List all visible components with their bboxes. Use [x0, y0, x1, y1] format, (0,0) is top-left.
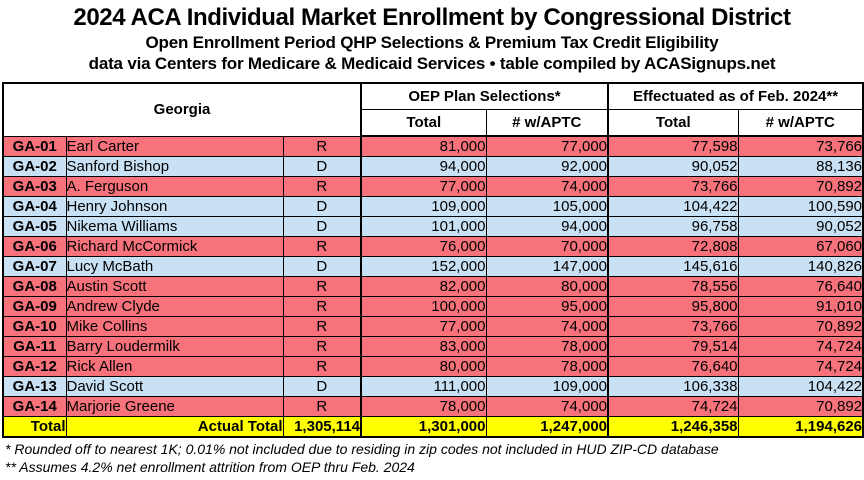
representative-name-cell: Andrew Clyde [66, 296, 283, 316]
district-cell: GA-06 [3, 236, 66, 256]
district-row-ga-07 [3, 256, 863, 276]
effectuated-aptc-header: # w/APTC [738, 110, 863, 137]
district-row-ga-09 [3, 296, 863, 316]
representative-name-cell: David Scott [66, 376, 283, 396]
oep-aptc-cell: 78,000 [486, 356, 608, 376]
district-row-ga-04 [3, 196, 863, 216]
representative-name-cell: Barry Loudermilk [66, 336, 283, 356]
party-cell: R [283, 296, 361, 316]
representative-name-cell: Henry Johnson [66, 196, 283, 216]
effectuated-total-header: Total [608, 110, 738, 137]
effectuated-aptc-cell: 140,826 [738, 256, 863, 276]
party-cell: D [283, 196, 361, 216]
state-header: Georgia [3, 83, 361, 136]
party-cell: R [283, 356, 361, 376]
district-row-ga-11 [3, 336, 863, 356]
effectuated-total-cell: 145,616 [608, 256, 738, 276]
district-cell: GA-10 [3, 316, 66, 336]
oep-total-cell: 78,000 [361, 396, 486, 416]
representative-name-cell: Richard McCormick [66, 236, 283, 256]
district-cell: GA-14 [3, 396, 66, 416]
total-oep-total-cell: 1,301,000 [361, 416, 486, 437]
representative-name-cell: Earl Carter [66, 136, 283, 156]
district-cell: GA-02 [3, 156, 66, 176]
oep-total-cell: 152,000 [361, 256, 486, 276]
oep-aptc-cell: 95,000 [486, 296, 608, 316]
oep-aptc-cell: 78,000 [486, 336, 608, 356]
oep-total-cell: 111,000 [361, 376, 486, 396]
district-row-ga-10 [3, 316, 863, 336]
district-cell: GA-03 [3, 176, 66, 196]
representative-name-cell: Austin Scott [66, 276, 283, 296]
representative-name-cell: Lucy McBath [66, 256, 283, 276]
page-source-line: data via Centers for Medicare & Medicaid Services • table compiled by ACASignups.net [88, 54, 776, 73]
oep-aptc-cell: 70,000 [486, 236, 608, 256]
district-row-ga-13 [3, 376, 863, 396]
effectuated-aptc-cell: 74,724 [738, 336, 863, 356]
effectuated-aptc-cell: 91,010 [738, 296, 863, 316]
total-label-cell: Total [3, 416, 66, 437]
district-row-ga-12 [3, 356, 863, 376]
effectuated-aptc-cell: 70,892 [738, 316, 863, 336]
district-cell: GA-07 [3, 256, 66, 276]
oep-group-header: OEP Plan Selections* [361, 83, 608, 110]
page-subtitle: Open Enrollment Period QHP Selections & Premium Tax Credit Eligibility [145, 33, 719, 52]
district-cell: GA-13 [3, 376, 66, 396]
party-cell: R [283, 396, 361, 416]
district-cell: GA-09 [3, 296, 66, 316]
district-row-ga-06 [3, 236, 863, 256]
district-cell: GA-01 [3, 136, 66, 156]
party-cell: D [283, 376, 361, 396]
effectuated-aptc-cell: 67,060 [738, 236, 863, 256]
oep-total-cell: 101,000 [361, 216, 486, 236]
total-row [3, 416, 863, 437]
representative-name-cell: A. Ferguson [66, 176, 283, 196]
effectuated-total-cell: 72,808 [608, 236, 738, 256]
oep-aptc-cell: 74,000 [486, 396, 608, 416]
oep-aptc-cell: 77,000 [486, 136, 608, 156]
oep-aptc-cell: 80,000 [486, 276, 608, 296]
party-cell: R [283, 176, 361, 196]
effectuated-aptc-cell: 74,724 [738, 356, 863, 376]
total-effectuated-total-cell: 1,246,358 [608, 416, 738, 437]
oep-total-cell: 80,000 [361, 356, 486, 376]
effectuated-total-cell: 73,766 [608, 316, 738, 336]
effectuated-aptc-cell: 76,640 [738, 276, 863, 296]
party-cell: R [283, 136, 361, 156]
representative-name-cell: Sanford Bishop [66, 156, 283, 176]
title-block [0, 0, 864, 74]
oep-aptc-cell: 74,000 [486, 316, 608, 336]
effectuated-total-cell: 73,766 [608, 176, 738, 196]
table-body [3, 136, 863, 416]
district-cell: GA-11 [3, 336, 66, 356]
effectuated-aptc-cell: 70,892 [738, 396, 863, 416]
enrollment-table [2, 82, 864, 438]
district-cell: GA-12 [3, 356, 66, 376]
effectuated-total-cell: 78,556 [608, 276, 738, 296]
oep-total-cell: 76,000 [361, 236, 486, 256]
effectuated-total-cell: 106,338 [608, 376, 738, 396]
oep-total-header: Total [361, 110, 486, 137]
district-row-ga-03 [3, 176, 863, 196]
representative-name-cell: Mike Collins [66, 316, 283, 336]
oep-total-cell: 82,000 [361, 276, 486, 296]
effectuated-aptc-cell: 100,590 [738, 196, 863, 216]
oep-aptc-cell: 109,000 [486, 376, 608, 396]
oep-total-cell: 77,000 [361, 176, 486, 196]
representative-name-cell: Marjorie Greene [66, 396, 283, 416]
party-cell: R [283, 336, 361, 356]
district-cell: GA-04 [3, 196, 66, 216]
district-row-ga-01 [3, 136, 863, 156]
district-row-ga-08 [3, 276, 863, 296]
party-cell: R [283, 236, 361, 256]
effectuated-total-cell: 74,724 [608, 396, 738, 416]
oep-total-cell: 81,000 [361, 136, 486, 156]
oep-aptc-cell: 147,000 [486, 256, 608, 276]
oep-aptc-header: # w/APTC [486, 110, 608, 137]
effectuated-total-cell: 104,422 [608, 196, 738, 216]
page-title: 2024 ACA Individual Market Enrollment by Congressional District [73, 4, 791, 31]
effectuated-total-cell: 77,598 [608, 136, 738, 156]
effectuated-total-cell: 96,758 [608, 216, 738, 236]
effectuated-group-header: Effectuated as of Feb. 2024** [608, 83, 863, 110]
district-row-ga-14 [3, 396, 863, 416]
district-row-ga-05 [3, 216, 863, 236]
representative-name-cell: Nikema Williams [66, 216, 283, 236]
group-header-row [3, 83, 863, 110]
actual-total-value-cell: 1,305,114 [283, 416, 361, 437]
district-cell: GA-05 [3, 216, 66, 236]
actual-total-label-cell: Actual Total [66, 416, 283, 437]
oep-total-cell: 83,000 [361, 336, 486, 356]
effectuated-aptc-cell: 88,136 [738, 156, 863, 176]
party-cell: D [283, 216, 361, 236]
effectuated-aptc-cell: 73,766 [738, 136, 863, 156]
oep-aptc-cell: 74,000 [486, 176, 608, 196]
party-cell: R [283, 276, 361, 296]
total-oep-aptc-cell: 1,247,000 [486, 416, 608, 437]
oep-aptc-cell: 94,000 [486, 216, 608, 236]
oep-total-cell: 77,000 [361, 316, 486, 336]
effectuated-aptc-cell: 104,422 [738, 376, 863, 396]
footnote-rounding: * Rounded off to nearest 1K; 0.01% not included due to residing in zip codes not included in HUD ZIP-CD database [5, 441, 719, 457]
footnote-attrition: ** Assumes 4.2% net enrollment attrition from OEP thru Feb. 2024 [5, 459, 415, 475]
total-effectuated-aptc-cell: 1,194,626 [738, 416, 863, 437]
oep-aptc-cell: 105,000 [486, 196, 608, 216]
party-cell: R [283, 316, 361, 336]
effectuated-total-cell: 90,052 [608, 156, 738, 176]
effectuated-aptc-cell: 70,892 [738, 176, 863, 196]
oep-aptc-cell: 92,000 [486, 156, 608, 176]
district-row-ga-02 [3, 156, 863, 176]
party-cell: D [283, 156, 361, 176]
effectuated-aptc-cell: 90,052 [738, 216, 863, 236]
oep-total-cell: 109,000 [361, 196, 486, 216]
effectuated-total-cell: 79,514 [608, 336, 738, 356]
party-cell: D [283, 256, 361, 276]
oep-total-cell: 94,000 [361, 156, 486, 176]
oep-total-cell: 100,000 [361, 296, 486, 316]
representative-name-cell: Rick Allen [66, 356, 283, 376]
footnotes [5, 440, 859, 476]
effectuated-total-cell: 76,640 [608, 356, 738, 376]
effectuated-total-cell: 95,800 [608, 296, 738, 316]
district-cell: GA-08 [3, 276, 66, 296]
